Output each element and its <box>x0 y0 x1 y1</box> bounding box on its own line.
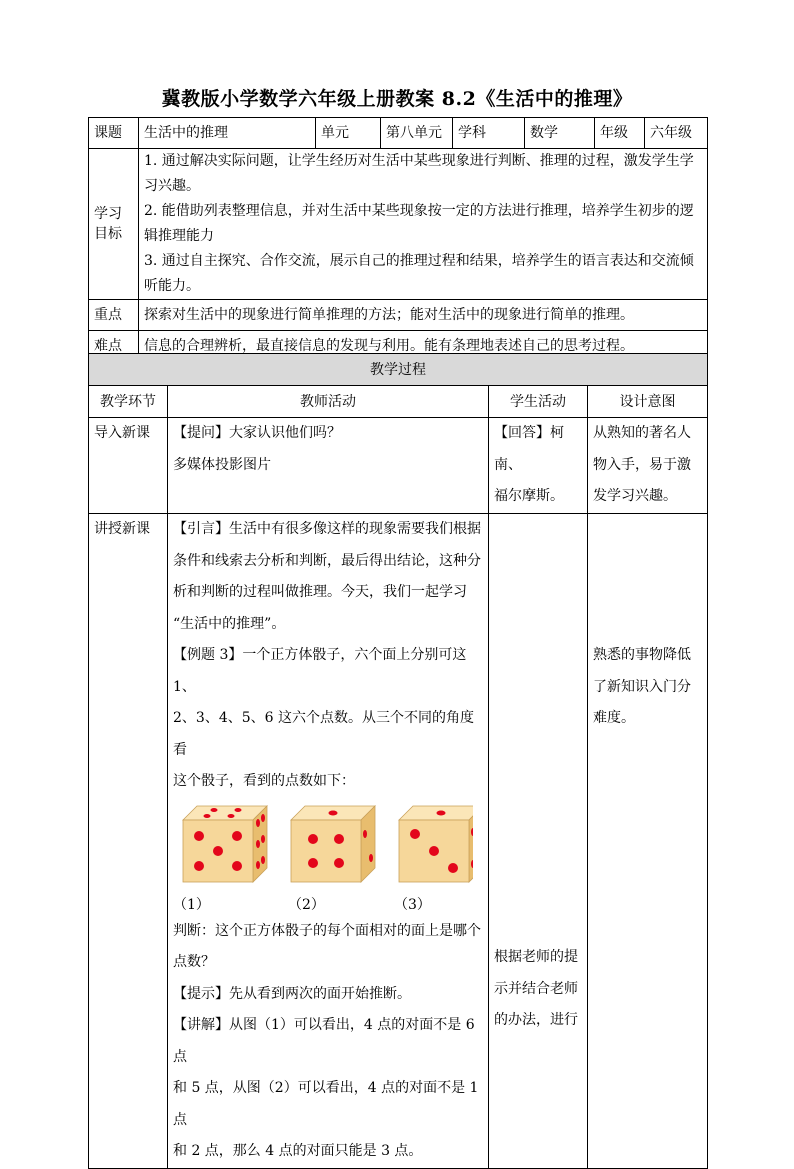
goal-line: 3. 通过自主探究、合作交流，展示自己的推理过程和结果，培养学生的语言表达和交流倾 <box>144 253 694 269</box>
label-subject: 学科 <box>453 118 525 149</box>
process-table <box>88 353 708 1169</box>
lecture-stage: 讲授新课 <box>89 514 168 1169</box>
goal-line: 2. 能借助列表整理信息，并对生活中某些现象按一定的方法进行推理，培养学生初步的逻 <box>144 203 694 219</box>
lecture-student: 根据老师的提 示并结合老师 的办法，进行 <box>489 514 588 1169</box>
difficulty-text: 信息的合理辨析，最直接信息的发现与利用。能有条理地表述自己的思考过程。 <box>139 331 708 362</box>
dice-figure <box>173 804 483 894</box>
lecture-line: 这个骰子，看到的点数如下： <box>173 773 355 789</box>
col-design: 设计意图 <box>588 386 708 418</box>
lecture-design: 熟悉的事物降低 了新知识入门分 难度。 <box>588 514 708 1169</box>
intro-teacher: 【提问】大家认识他们吗？ 多媒体投影图片 <box>168 418 489 514</box>
lecture-line: 【提示】先从看到两次的面开始推断。 <box>173 985 411 1002</box>
lecture-line: 判断：这个正方体骰子的每个面相对的面上是哪个 <box>173 922 481 939</box>
label-topic: 课题 <box>89 118 139 149</box>
intro-row <box>89 418 708 514</box>
lecture-line: 和 5 点，从图（2）可以看出，4 点的对面不是 1 点 <box>173 1080 479 1128</box>
lecture-row <box>89 514 708 1169</box>
lecture-line: 和 2 点，那么 4 点的对面只能是 3 点。 <box>173 1143 423 1159</box>
key-point-row <box>89 300 708 331</box>
lecture-line: 【例题 3】一个正方体骰子，六个面上分别可这 1、 <box>173 647 467 695</box>
lecture-line: 析和判断的过程叫做推理。今天，我们一起学习 <box>173 584 467 600</box>
die-2 <box>291 806 375 882</box>
dice-label-2: （2） <box>288 896 325 913</box>
lecture-line: 点数？ <box>173 954 215 970</box>
goal-line: 辑推理能力 <box>144 228 214 244</box>
unit-value: 第八单元 <box>381 118 453 149</box>
info-table <box>88 117 708 362</box>
goal-line: 习兴趣。 <box>144 178 200 194</box>
intro-stage: 导入新课 <box>89 418 168 514</box>
intro-student: 【回答】柯南、 福尔摩斯。 <box>489 418 588 514</box>
topic-value: 生活中的推理 <box>139 118 316 149</box>
die-1 <box>183 806 267 882</box>
page-title: 冀教版小学数学六年级上册教案 8.2《生活中的推理》 <box>161 88 633 110</box>
lecture-line: 【讲解】从图（1）可以看出，4 点的对面不是 6 点 <box>173 1017 475 1065</box>
col-stage: 教学环节 <box>89 386 168 418</box>
key-point-label: 重点 <box>89 300 139 331</box>
info-row <box>89 118 708 149</box>
col-teacher: 教师活动 <box>168 386 489 418</box>
die-3 <box>399 806 473 882</box>
lecture-line: 2、3、4、5、6 这六个点数。从三个不同的角度看 <box>173 710 474 758</box>
dice-labels <box>173 894 483 916</box>
col-student: 学生活动 <box>489 386 588 418</box>
label-unit: 单元 <box>316 118 381 149</box>
dice-illustration <box>173 804 473 892</box>
goal-line: 听能力。 <box>144 278 200 294</box>
lecture-line: 条件和线索去分析和判断，最后得出结论，这种分 <box>173 552 481 569</box>
goal-line: 1. 通过解决实际问题，让学生经历对生活中某些现象进行判断、推理的过程，激发学生学 <box>144 153 694 169</box>
lecture-line: “生活中的推理”。 <box>173 615 286 632</box>
goals-label: 学习 目标 <box>89 149 139 300</box>
dice-label-1: （1） <box>173 896 210 913</box>
lecture-line: 【引言】生活中有很多像这样的现象需要我们根据 <box>173 521 481 537</box>
dice-label-3: （3） <box>394 896 431 913</box>
difficulty-label: 难点 <box>89 331 139 362</box>
key-point-text: 探索对生活中的现象进行简单推理的方法；能对生活中的现象进行简单的推理。 <box>139 300 708 331</box>
intro-design: 从熟知的著名人 物入手，易于激 发学习兴趣。 <box>588 418 708 514</box>
goals-text <box>139 149 708 300</box>
goals-row <box>89 149 708 300</box>
label-grade: 年级 <box>595 118 645 149</box>
process-header: 教学过程 <box>89 354 708 386</box>
subject-value: 数学 <box>525 118 595 149</box>
lecture-teacher <box>168 514 489 1169</box>
grade-value: 六年级 <box>645 118 708 149</box>
